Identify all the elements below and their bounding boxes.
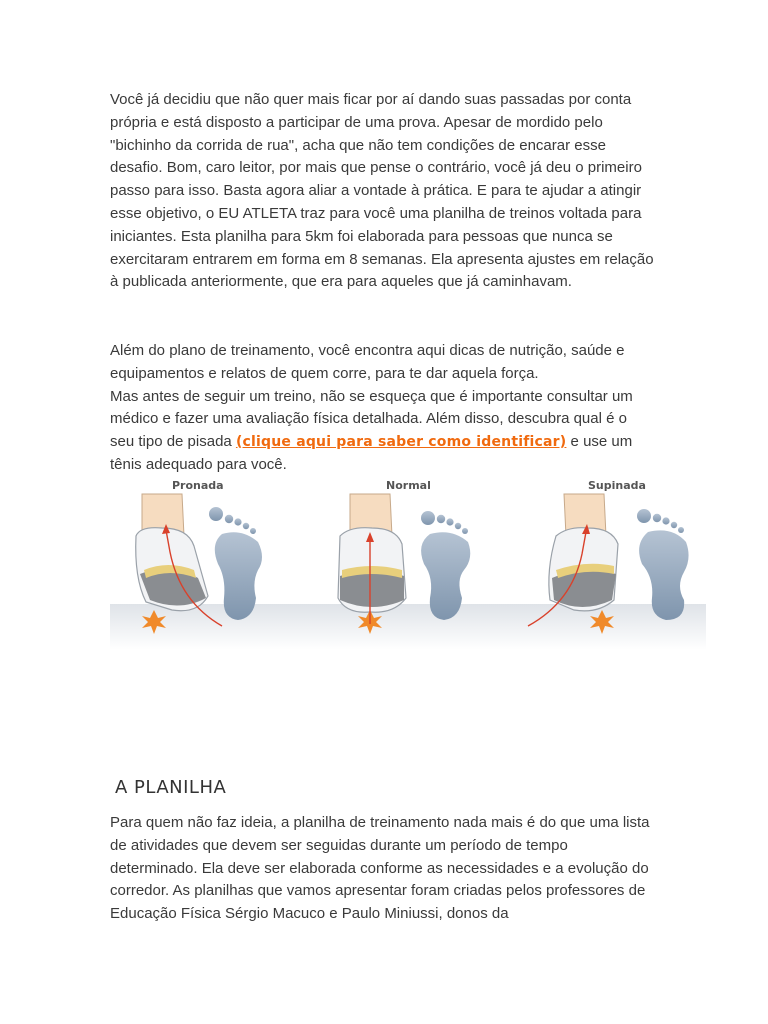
foot-strike-illustration bbox=[110, 474, 706, 654]
pronada-shoe bbox=[136, 494, 208, 611]
pronada-footprint bbox=[209, 507, 262, 620]
supinada-shoe bbox=[549, 494, 618, 611]
label-pronada: Pronada bbox=[172, 479, 224, 492]
label-supinada: Supinada bbox=[588, 479, 646, 492]
advice-paragraph bbox=[110, 340, 655, 477]
intro-paragraph: Você já decidiu que não quer mais ficar por aí dando suas passadas por conta própria e está disposto a participar de uma prova. Apesar de mordido pelo "bichinho da corrida de rua", acha que não tem condições de encarar esse desafio. Bom, caro leitor, por mais que pense o contrário, você já deu o primeiro passo para isso. Basta agora aliar a vontade à prática. E para te ajudar a atingir esse objetivo, o EU ATLETA traz para você uma planilha de treinos voltada para iniciantes. Esta planilha para 5km foi elaborada para pessoas que nunca se exercitaram entrarem em forma em 8 semanas. Ela apresenta ajustes em relação à publicada anteriormente, que era para aqueles que já caminhavam. bbox=[110, 91, 654, 291]
floor bbox=[110, 604, 706, 650]
advice-text-2: Mas antes de seguir um treino, não se esqueça que é importante consultar um médico e fazer uma avaliação física detalhada. Além disso, descubra qual é o seu tipo de pisada bbox=[110, 387, 633, 451]
advice-text-1: Além do plano de treinamento, você encontra aqui dicas de nutrição, saúde e equipamentos e relatos de quem corre, para te dar aquela força. bbox=[110, 342, 625, 382]
normal-footprint bbox=[421, 511, 470, 620]
section-heading: A PLANILHA bbox=[115, 777, 227, 798]
pisada-link[interactable]: (clique aqui para saber como identificar) bbox=[235, 434, 567, 451]
supinada-footprint bbox=[637, 509, 689, 620]
normal-shoe bbox=[338, 494, 406, 612]
label-normal: Normal bbox=[386, 479, 431, 492]
section-paragraph: Para quem não faz ideia, a planilha de treinamento nada mais é do que uma lista de atividades que devem ser seguidas durante um período de tempo determinado. Ela deve ser elaborada conforme as necessidades e a evolução do corredor. As planilhas que vamos apresentar foram criadas pelos professores de Educação Física Sérgio Macuco e Paulo Miniussi, donos da bbox=[110, 814, 650, 923]
advice-text-3: e use um tênis adequado para você. bbox=[110, 433, 633, 473]
